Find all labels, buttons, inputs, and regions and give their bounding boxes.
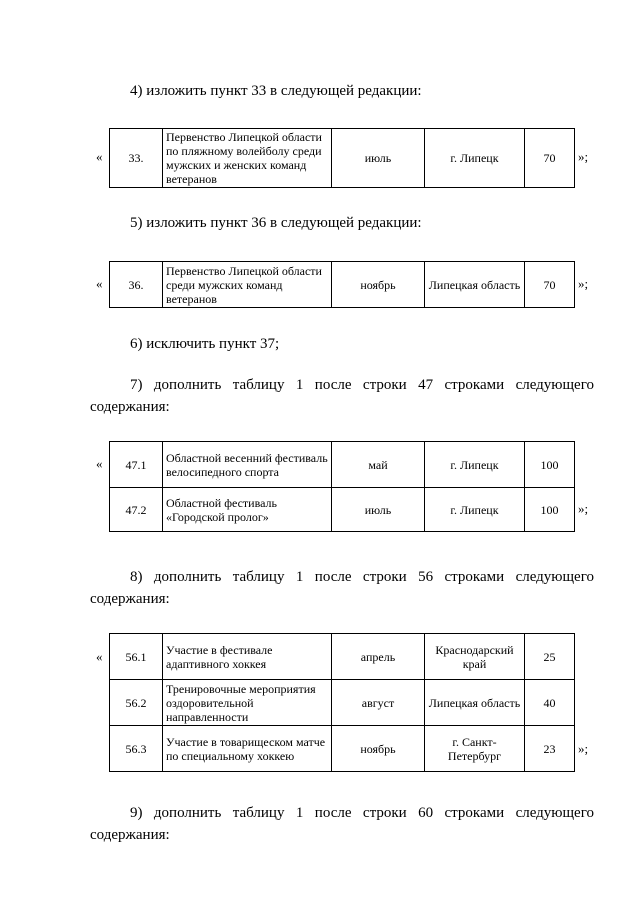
participant-count: 70 [525,129,575,188]
table-after-56 [109,633,575,772]
close-quote-33: »; [578,149,589,164]
event-place: г. Липецк [425,488,525,532]
event-name: Первенство Липецкой области среди мужских команд ветеранов [163,262,332,308]
row-number: 56.3 [110,726,163,772]
participant-count: 25 [525,634,575,680]
participant-count: 100 [525,488,575,532]
event-month: июль [332,129,425,188]
item-8-text: 8) дополнить таблицу 1 после строки 56 строками следующего содержания: [90,569,594,607]
open-quote-56: « [96,649,103,664]
event-name: Участие в товарищеском матче по специальному хоккею [163,726,332,772]
table-row [110,129,575,188]
table-row [110,442,575,488]
table-row [110,488,575,532]
row-number: 56.1 [110,634,163,680]
row-number: 33. [110,129,163,188]
participant-count: 40 [525,680,575,726]
event-month: июль [332,488,425,532]
item-7-text: 7) дополнить таблицу 1 после строки 47 строками следующего содержания: [90,377,594,415]
event-place: Краснодарский край [425,634,525,680]
event-month: апрель [332,634,425,680]
close-quote-56: »; [578,741,589,756]
event-month: ноябрь [332,262,425,308]
participant-count: 70 [525,262,575,308]
row-number: 47.1 [110,442,163,488]
item-6-text: 6) исключить пункт 37; [130,336,280,352]
open-quote-36: « [96,276,103,291]
table-after-47 [109,441,575,532]
event-name: Участие в фестивале адаптивного хоккея [163,634,332,680]
event-name: Областной фестиваль «Городской пролог» [163,488,332,532]
close-quote-47: »; [578,501,589,516]
table-row [110,262,575,308]
event-place: г. Санкт-Петербург [425,726,525,772]
event-place: Липецкая область [425,680,525,726]
participant-count: 100 [525,442,575,488]
item-5-text: 5) изложить пункт 36 в следующей редакции: [130,215,422,231]
event-month: май [332,442,425,488]
event-name: Тренировочные мероприятия оздоровительной направленности [163,680,332,726]
event-month: ноябрь [332,726,425,772]
close-quote-36: »; [578,276,589,291]
item-4-text: 4) изложить пункт 33 в следующей редакции: [130,83,422,99]
event-month: август [332,680,425,726]
row-number: 36. [110,262,163,308]
table-item-33 [109,128,575,188]
event-name: Областной весенний фестиваль велосипедного спорта [163,442,332,488]
event-name: Первенство Липецкой области по пляжному волейболу среди мужских и женских команд ветеранов [163,129,332,188]
table-item-36 [109,261,575,308]
open-quote-47: « [96,456,103,471]
table-row [110,634,575,680]
item-9-text: 9) дополнить таблицу 1 после строки 60 строками следующего содержания: [90,805,594,843]
row-number: 47.2 [110,488,163,532]
event-place: Липецкая область [425,262,525,308]
open-quote-33: « [96,149,103,164]
participant-count: 23 [525,726,575,772]
event-place: г. Липецк [425,442,525,488]
row-number: 56.2 [110,680,163,726]
event-place: г. Липецк [425,129,525,188]
table-row [110,680,575,726]
table-row [110,726,575,772]
